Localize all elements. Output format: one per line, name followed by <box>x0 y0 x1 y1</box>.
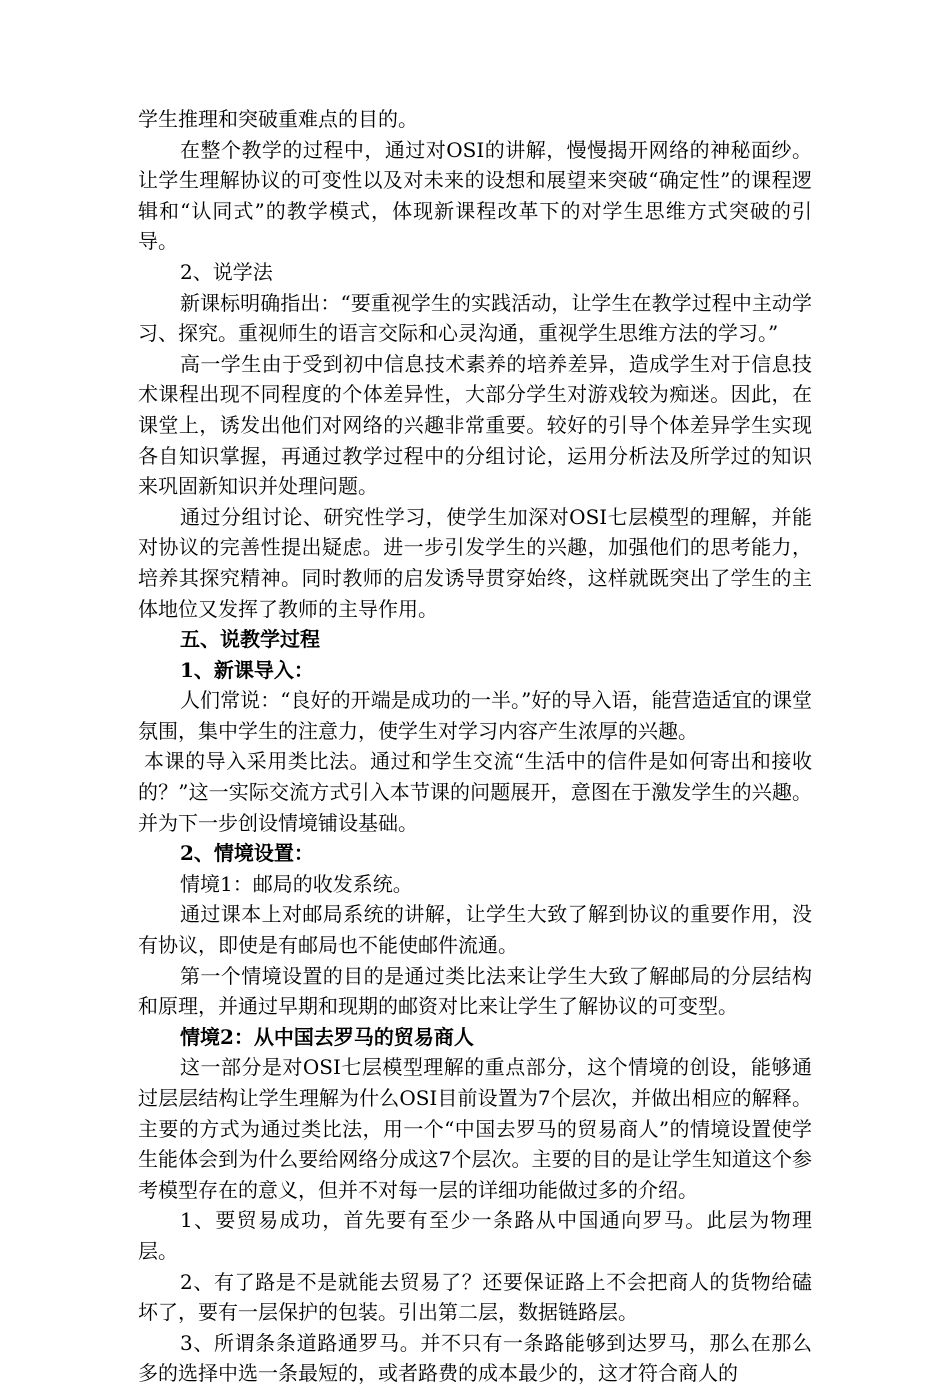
paragraph-osi-teaching: 在整个教学的过程中，通过对OSI的讲解，慢慢揭开网络的神秘面纱。让学生理解协议的可变性以及对未来的设想和展望来突破“确定性”的课程逻辑和“认同式”的教学模式，体现新课程改革下的对学生思维方式突破的引导。 <box>138 137 812 254</box>
paragraph-student-analysis: 高一学生由于受到初中信息技术素养的培养差异，造成学生对于信息技术课程出现不同程度的个体差异性，大部分学生对游戏较为痴迷。因此，在课堂上，诱发出他们对网络的兴趣非常重要。较好的引导个体差异学生实现各自知识掌握，再通过教学过程中的分组讨论，运用分析法及所学过的知识来巩固新知识并处理问题。 <box>138 351 812 499</box>
paragraph-curriculum-standard: 新课标明确指出：“要重视学生的实践活动，让学生在教学过程中主动学习、探究。重视师生的语言交际和心灵沟通，重视学生思维方法的学习。” <box>138 290 812 346</box>
paragraph-data-link-layer: 2、有了路是不是就能去贸易了？还要保证路上不会把商人的货物给磕坏了，要有一层保护的包装。引出第二层，数据链路层。 <box>138 1269 812 1325</box>
heading-scenario-setup: 2、情境设置： <box>180 841 314 866</box>
paragraph-scenario-1-title: 情境1：邮局的收发系统。 <box>180 871 413 896</box>
paragraph-analogy-intro: 本课的导入采用类比法。通过和学生交流“生活中的信件是如何寄出和接收的？”这一实际交流方式引入本节课的问题展开，意图在于激发学生的兴趣。并为下一步创设情境铺设基础。 <box>138 749 812 835</box>
heading-scenario-2: 情境2：从中国去罗马的贸易商人 <box>180 1024 474 1049</box>
heading-teaching-process: 五、说教学过程 <box>180 627 320 652</box>
paragraph-osi-seven-layers: 这一部分是对OSI七层模型理解的重点部分，这个情境的创设，能够通过层层结构让学生理解为什么OSI目前设置为7个层次，并做出相应的解释。主要的方式为通过类比法，用一个“中国去罗马的贸易商人”的情境设置使学生能体会到为什么要给网络分成这7个层次。主要的目的是让学生知道这个参考模型存在的意义，但并不对每一层的详细功能做过多的介绍。 <box>138 1055 812 1202</box>
document-page <box>138 104 812 1389</box>
paragraph-network-layer: 3、所谓条条道路通罗马。并不只有一条路能够到达罗马，那么在那么多的选择中选一条最短的，或者路费的成本最少的，这才符合商人的 <box>138 1330 812 1386</box>
heading-study-method: 2、说学法 <box>180 259 273 284</box>
paragraph-scenario-1-purpose: 第一个情境设置的目的是通过类比法来让学生大致了解邮局的分层结构和原理，并通过早期和现期的邮资对比来让学生了解协议的可变型。 <box>138 963 812 1019</box>
paragraph-good-start: 人们常说：“良好的开端是成功的一半。”好的导入语，能营造适宜的课堂氛围，集中学生的注意力，使学生对学习内容产生浓厚的兴趣。 <box>138 688 812 743</box>
paragraph-post-office-protocol: 通过课本上对邮局系统的讲解，让学生大致了解到协议的重要作用，没有协议，即使是有邮局也不能使邮件流通。 <box>138 902 812 958</box>
paragraph-group-discussion: 通过分组讨论、研究性学习，使学生加深对OSI七层模型的理解，并能对协议的完善性提出疑虑。进一步引发学生的兴趣，加强他们的思考能力，培养其探究精神。同时教师的启发诱导贯穿始终，这样就既突出了学生的主体地位又发挥了教师的主导作用。 <box>138 504 812 621</box>
paragraph-intro-end: 学生推理和突破重难点的目的。 <box>138 107 418 131</box>
paragraph-physical-layer: 1、要贸易成功，首先要有至少一条路从中国通向罗马。此层为物理层。 <box>138 1208 812 1263</box>
heading-lesson-intro: 1、新课导入： <box>180 657 314 682</box>
